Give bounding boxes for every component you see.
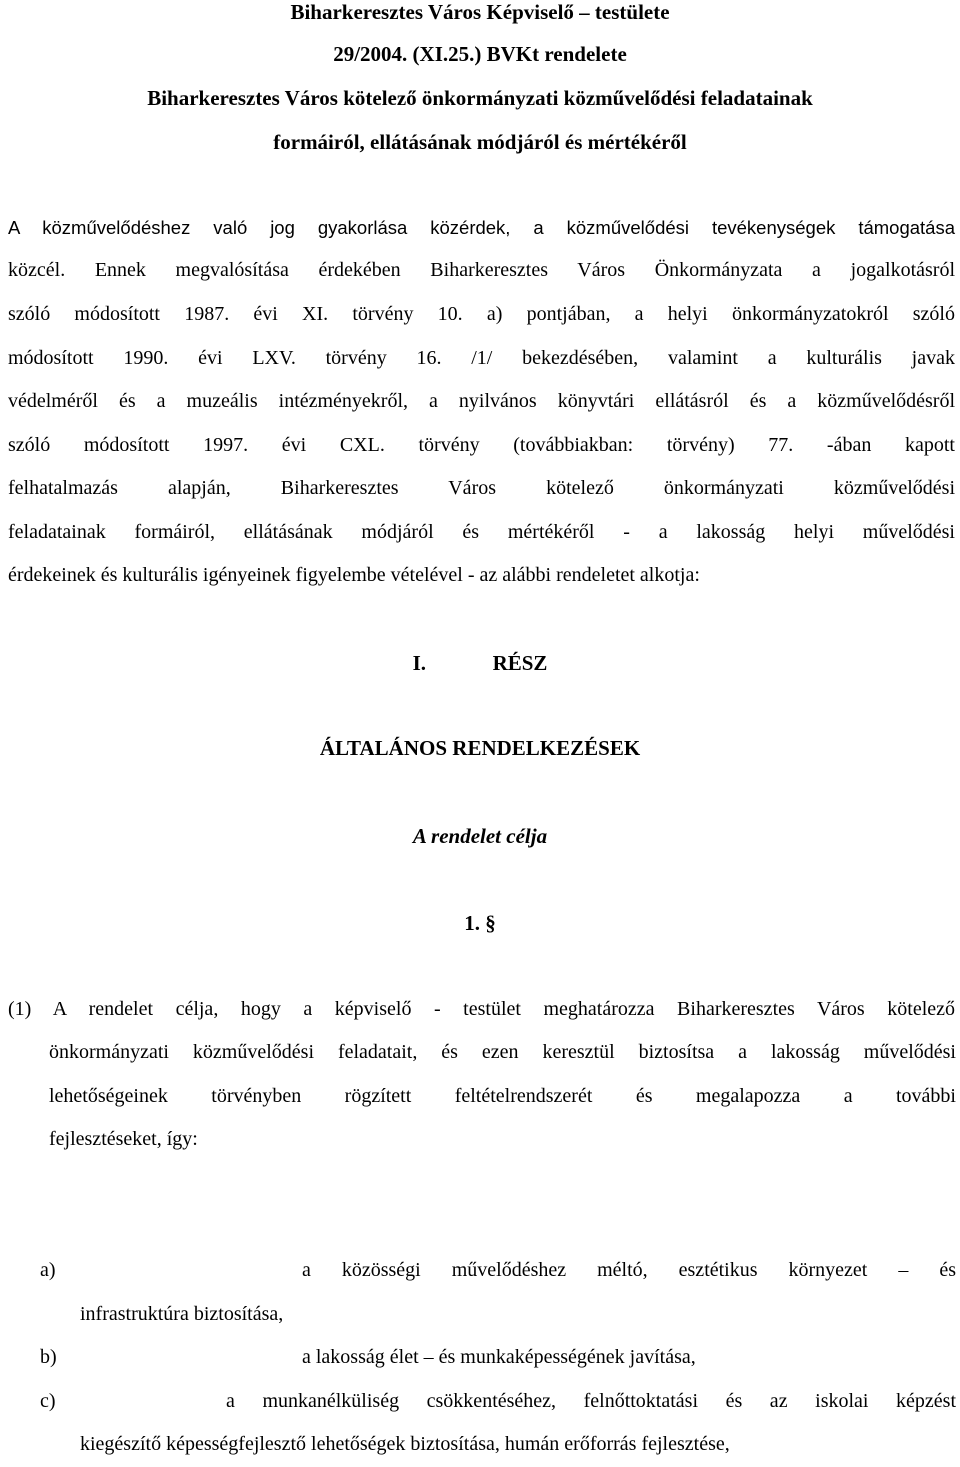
preamble-line-2: közcél. Ennek megvalósítása érdekében Biharkeresztes Város Önkormányzata a jogalkotásról <box>8 259 955 281</box>
preamble-line-1: A közművelődéshez való jog gyakorlása közérdek, a közművelődési tevékenységek támogatása <box>8 217 955 238</box>
clause-1-line-3: lehetőségeinek törvényben rögzített feltételrendszerét és megalapozza a további <box>49 1085 956 1107</box>
list-item-b-label: b) <box>40 1346 57 1368</box>
section-title: A rendelet célja <box>412 824 548 848</box>
preamble-line-5: védelméről és a muzeális intézményekről, a nyilvános könyvtári ellátásról és a közművelődésről <box>8 390 955 412</box>
part-heading <box>0 650 960 676</box>
part-number: I. <box>412 651 426 675</box>
preamble-line-6: szóló módosított 1997. évi CXL. törvény (továbbiakban: törvény) 77. -ában kapott <box>8 434 955 456</box>
header-line-2: 29/2004. (XI.25.) BVKt rendelete <box>333 42 627 66</box>
list-item-c-label: c) <box>40 1390 56 1412</box>
clause-1-line-2: önkormányzati közművelődési feladatait, és ezen keresztül biztosítsa a lakosság művelődési <box>49 1041 956 1063</box>
list-item-b-text: a lakosság élet – és munkaképességének javítása, <box>302 1346 696 1368</box>
section-sign: § <box>485 911 496 935</box>
list-item-c-text: a munkanélküliség csökkentéséhez, felnőttoktatási és az iskolai képzést <box>226 1390 956 1412</box>
list-item-a-label: a) <box>40 1259 56 1281</box>
paragraph-number-text: 1. <box>464 911 486 935</box>
preamble-line-3-text: szóló módosított 1987. évi XI. törvény 10. a) pontjában, a helyi önkormányzatokról szóló <box>8 303 955 325</box>
list-item-a-continuation: infrastruktúra biztosítása, <box>80 1303 284 1325</box>
list-item-c-continuation: kiegészítő képességfejlesztő lehetőségek biztosítása, humán erőforrás fejlesztése, <box>80 1433 730 1455</box>
general-provisions-heading: ÁLTALÁNOS RENDELKEZÉSEK <box>319 736 641 760</box>
preamble-line-3 <box>8 293 955 337</box>
clause-1-line-4: fejlesztéseket, így: <box>49 1128 198 1150</box>
preamble-line-8: feladatainak formáiról, ellátásának módjáról és mértékéről - a lakosság helyi művelődési <box>8 521 955 543</box>
clause-1-line-1: (1) A rendelet célja, hogy a képviselő - testület meghatározza Biharkeresztes Város kötelező <box>8 998 955 1020</box>
list-item-a-text: a közösségi művelődéshez méltó, esztétikus környezet – és <box>302 1259 956 1281</box>
part-title: RÉSZ <box>492 651 548 675</box>
preamble-line-4: módosított 1990. évi LXV. törvény 16. /1/ bekezdésében, valamint a kulturális javak <box>8 347 955 369</box>
preamble-line-9: érdekeinek és kulturális igényeinek figyelembe vételével - az alábbi rendeletet alkotja: <box>8 564 700 586</box>
header-line-3: Biharkeresztes Város kötelező önkormányzati közművelődési feladatainak <box>147 86 813 110</box>
paragraph-number <box>0 910 960 936</box>
preamble-line-7: felhatalmazás alapján, Biharkeresztes Város kötelező önkormányzati közművelődési <box>8 477 955 499</box>
header-line-4: formáiról, ellátásának módjáról és mértékéről <box>273 130 687 154</box>
header-line-1: Biharkeresztes Város Képviselő – testülete <box>290 0 670 24</box>
